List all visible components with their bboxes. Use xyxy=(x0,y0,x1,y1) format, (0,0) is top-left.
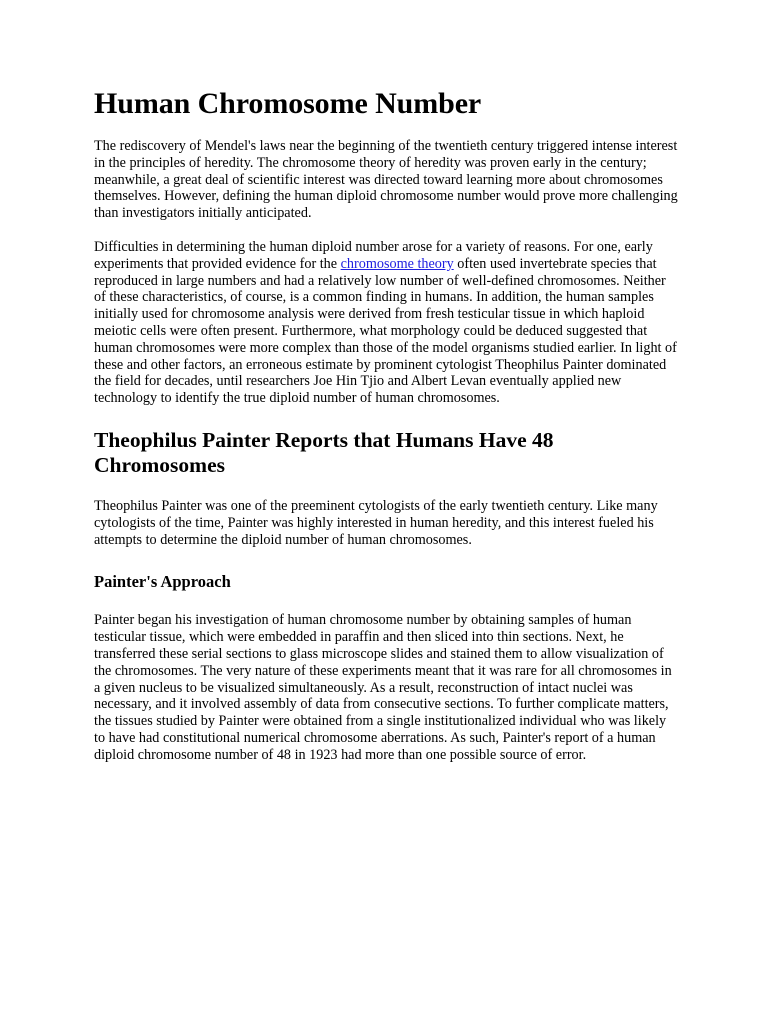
paragraph-approach: Painter began his investigation of human chromosome number by obtaining samples of human testicular tissue, which were embedded in paraffin and then sliced into thin sections. Next, he transferred these serial sections to glass microscope slides and stained them to allow visualization of the chromosomes. The very nature of these experiments meant that it was rare for all chromosomes in a given nucleus to be visualized simultaneously. As a result, reconstruction of intact nuclei was necessary, and it involved assembly of data from consecutive sections. To further complicate matters, the tissues studied by Painter were obtained from a single institutionalized individual who was likely to have had constitutional numerical chromosome aberrations. As such, Painter's report of a human diploid chromosome number of 48 in 1923 had more than one possible source of error. xyxy=(94,612,672,763)
paragraph-intro: The rediscovery of Mendel's laws near the beginning of the twentieth century triggered intense interest in the principles of heredity. The chromosome theory of heredity was proven early in the century; meanwhile, a great deal of scientific interest was directed toward learning more about chromosomes themselves. However, defining the human diploid chromosome number would prove more challenging than investigators initially anticipated. xyxy=(94,138,678,222)
chromosome-theory-link[interactable]: chromosome theory xyxy=(340,255,454,272)
paragraph-difficulties xyxy=(94,239,680,407)
article xyxy=(94,86,680,780)
page-title: Human Chromosome Number xyxy=(94,87,482,120)
paragraph-text: often used invertebrate species that reproduced in large numbers and had a relatively low number of well-defined chromosomes. Neither of these characteristics, of course, is a common finding in humans. In addition, the human samples initially used for chromosome analysis were derived from fresh testicular tissue in which haploid meiotic cells were often present. Furthermore, what morphology could be deduced suggested that human chromosomes were more complex than those of the model organisms studied earlier. In light of these and other factors, an erroneous estimate by prominent cytologist Theophilus Painter dominated the field for decades, until researchers Joe Hin Tjio and Albert Levan eventually applied new technology to identify the true diploid number of human chromosomes. xyxy=(94,255,677,407)
subsection-heading: Painter's Approach xyxy=(94,572,231,592)
paragraph-painter: Theophilus Painter was one of the preeminent cytologists of the early twentieth century. Like many cytologists of the time, Painter was highly interested in human heredity, and this interest fueled his attempts to determine the diploid number of human chromosomes. xyxy=(94,497,658,548)
section-heading: Theophilus Painter Reports that Humans Have 48 Chromosomes xyxy=(94,427,554,477)
paragraph-text: Difficulties in determining the human diploid number arose for a variety of reasons. For one, early experiments that provided evidence for the xyxy=(94,238,653,272)
